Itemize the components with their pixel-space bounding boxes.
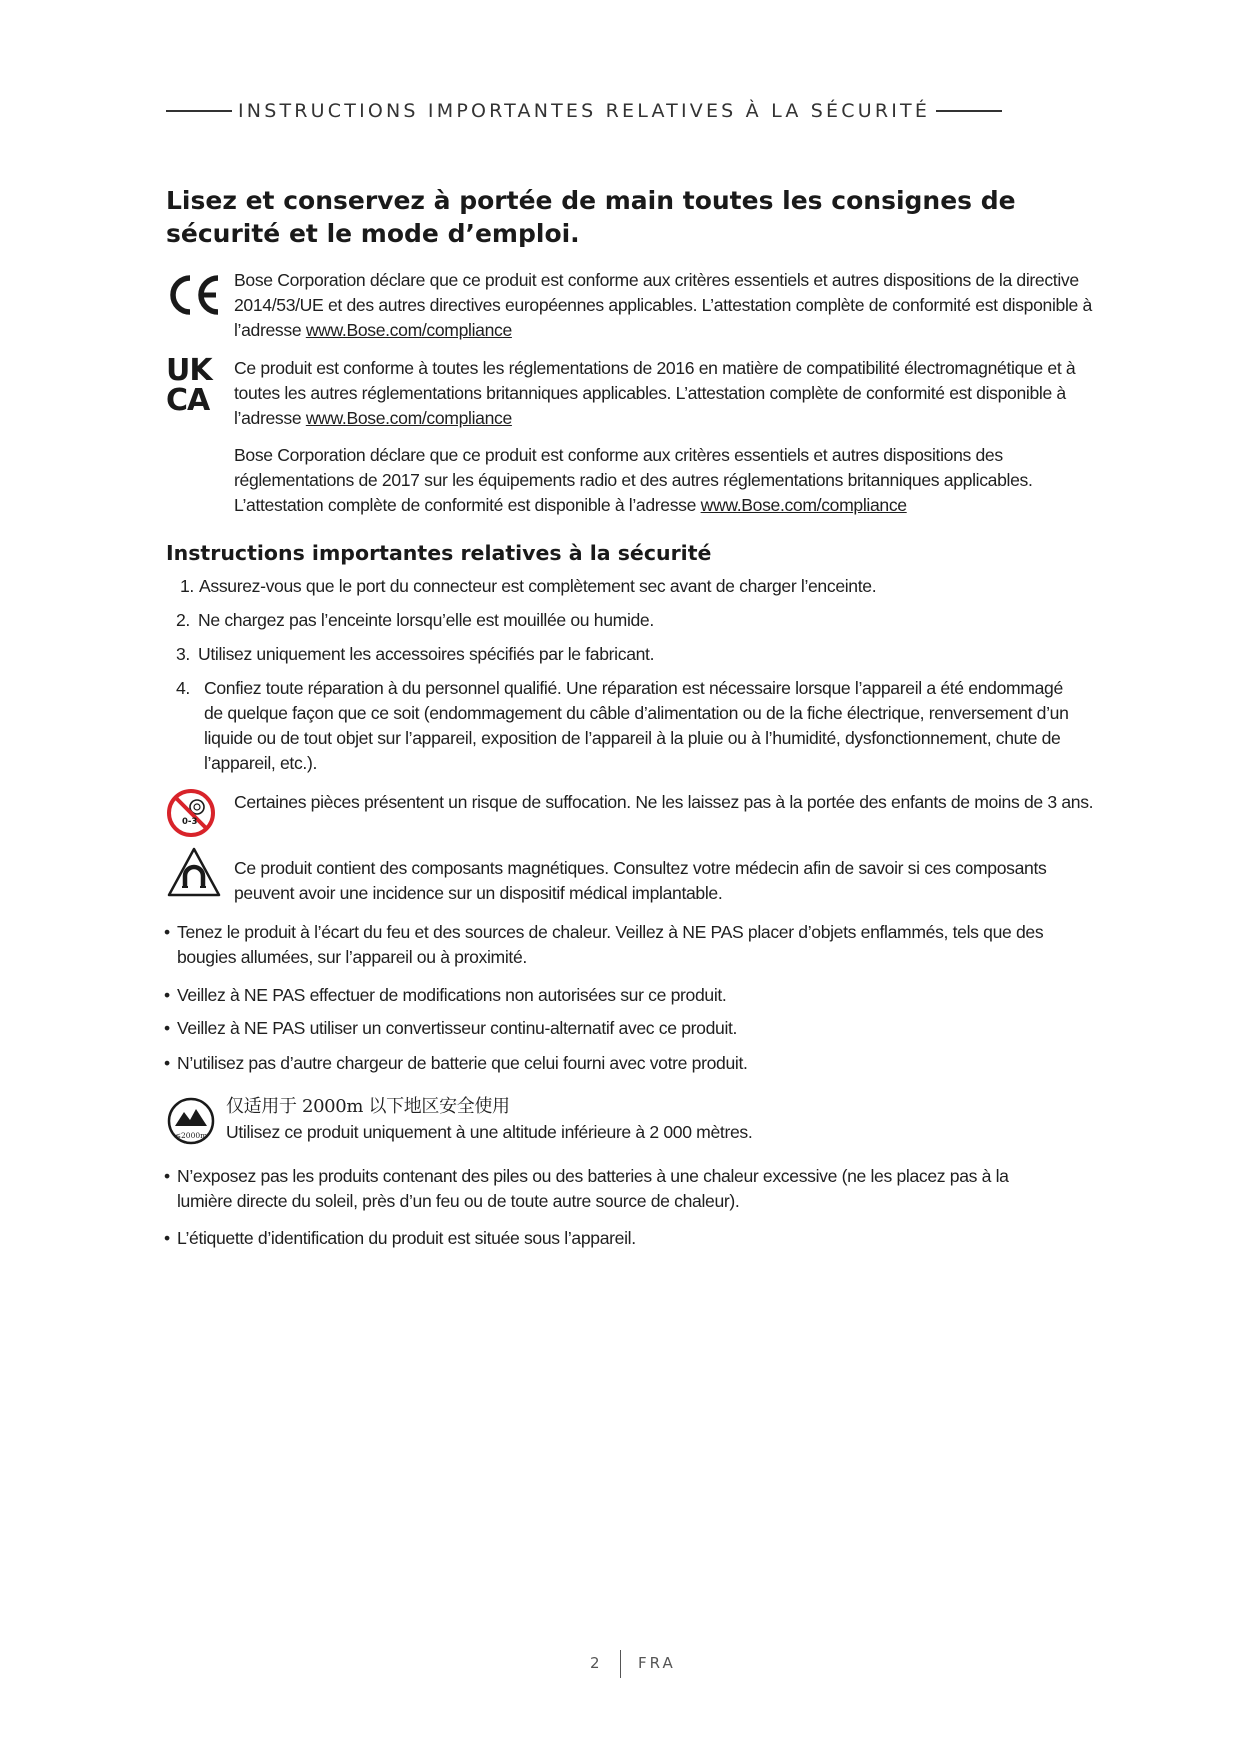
- header-title: INSTRUCTIONS IMPORTANTES RELATIVES À LA SÉCURITÉ: [238, 100, 931, 122]
- altitude-text: Utilisez ce produit uniquement à une altitude inférieure à 2 000 mètres.: [226, 1122, 753, 1142]
- item-number: 3.: [176, 644, 190, 664]
- choking-hazard-icon: [166, 788, 216, 843]
- altitude-block: [166, 1094, 1096, 1154]
- magnet-warning-block: [166, 846, 1096, 906]
- page-footer: [0, 1650, 1241, 1680]
- safety-section-title: Instructions importantes relatives à la sécurité: [166, 541, 712, 565]
- altitude-mountain-icon: [166, 1096, 216, 1151]
- ce-text: Bose Corporation déclare que ce produit est conforme aux critères essentiels et autres dispositions de la directive 2014/53/UE et des autres directives européennes applicables. L’attestation complète de conformité est disponible à l’adresse: [234, 270, 1092, 340]
- bullet-text: N’exposez pas les produits contenant des piles ou des batteries à une chaleur excessive (ne les placez pas à la lumière directe du soleil, près d’un feu ou de toute autre source de chaleur).: [177, 1166, 1009, 1211]
- magnet-warning-text: Ce produit contient des composants magnétiques. Consultez votre médecin afin de savoir si ces composants peuvent avoir une incidence sur un dispositif médical implantable.: [234, 858, 1047, 903]
- bullet-text: Veillez à NE PAS utiliser un convertisseur continu-alternatif avec ce produit.: [177, 1018, 738, 1038]
- bullet-dot: •: [164, 1166, 170, 1186]
- choking-warning-text: Certaines pièces présentent un risque de suffocation. Ne les laissez pas à la portée des enfants de moins de 3 ans.: [234, 792, 1094, 812]
- item-text: Confiez toute réparation à du personnel qualifié. Une réparation est nécessaire lorsque l’appareil a été endommagé de quelque façon que ce soit (endommagement du câble d’alimentation ou de la fiche électrique, renversement d’un liquide ou de tout objet sur l’appareil, exposition de l’appareil à la pluie ou à l’humidité, dysfonctionnement, chute de l’appareil, etc.).: [204, 678, 1069, 773]
- item-text: Assurez-vous que le port du connecteur est complètement sec avant de charger l’enceinte.: [199, 576, 877, 596]
- ce-compliance-block: [166, 268, 1096, 348]
- ukca-compliance-link[interactable]: www.Bose.com/compliance: [305, 408, 512, 428]
- ukca-compliance-block: [166, 353, 1096, 436]
- header-rule-right: [936, 110, 1002, 112]
- ukca-radio-link[interactable]: www.Bose.com/compliance: [700, 495, 907, 515]
- main-title: Lisez et conservez à portée de main toutes les consignes de sécurité et le mode d’emploi.: [166, 186, 1016, 248]
- ce-compliance-text: [234, 268, 1094, 343]
- bullet-dot: •: [164, 922, 170, 942]
- choking-age-label: 0-3: [182, 817, 198, 827]
- item-text: Ne chargez pas l’enceinte lorsqu’elle est mouillée ou humide.: [198, 610, 654, 630]
- header-rule-left: [166, 110, 232, 112]
- item-number: 4.: [176, 678, 190, 698]
- footer-separator: [620, 1650, 621, 1678]
- item-number: 1.: [180, 576, 194, 596]
- ukca-text: Ce produit est conforme à toutes les réglementations de 2016 en matière de compatibilité électromagnétique et à toutes les autres réglementations britanniques applicables. L’attestation complète de conformité est disponible à l’adresse: [234, 358, 1076, 428]
- bullet-text: N’utilisez pas d’autre chargeur de batterie que celui fourni avec votre produit.: [177, 1053, 748, 1073]
- bullet-text: Veillez à NE PAS effectuer de modifications non autorisées sur ce produit.: [177, 985, 727, 1005]
- choking-warning-block: [166, 788, 1096, 842]
- altitude-chinese-text: 仅适用于 2000m 以下地区安全使用: [226, 1096, 510, 1117]
- bullet-text: L’étiquette d’identification du produit est située sous l’appareil.: [177, 1228, 636, 1248]
- ukca-line1: UK: [166, 353, 212, 388]
- ukca-radio-body: Bose Corporation déclare que ce produit est conforme aux critères essentiels et autres dispositions des réglementations de 2017 sur les équipements radio et des autres réglementations britanniques applicables. L’attestation complète de conformité est disponible à l’adresse: [234, 445, 1033, 515]
- ce-mark-icon: [166, 274, 224, 321]
- page-number: 2: [590, 1654, 601, 1672]
- bullet-dot: •: [164, 1018, 170, 1038]
- item-text: Utilisez uniquement les accessoires spécifiés par le fabricant.: [198, 644, 655, 664]
- bullet-dot: •: [164, 985, 170, 1005]
- bullet-dot: •: [164, 1053, 170, 1073]
- page-header: [166, 100, 1084, 122]
- ukca-compliance-text: [234, 356, 1094, 431]
- bullet-text: Tenez le produit à l’écart du feu et des sources de chaleur. Veillez à NE PAS placer d’objets enflammés, tels que des bougies allumées, sur l’appareil ou à proximité.: [177, 922, 1044, 967]
- altitude-icon-label: ≤2000m: [174, 1131, 208, 1140]
- ukca-mark-icon: [166, 353, 212, 418]
- ce-compliance-link[interactable]: www.Bose.com/compliance: [305, 320, 512, 340]
- ukca-radio-block: [166, 443, 1096, 523]
- bullet-dot: •: [164, 1228, 170, 1248]
- item-number: 2.: [176, 610, 190, 630]
- magnet-warning-icon: [166, 846, 222, 903]
- footer-language: FRA: [638, 1654, 676, 1672]
- ukca-radio-text: [234, 443, 1094, 518]
- ukca-line2: CA: [166, 383, 210, 418]
